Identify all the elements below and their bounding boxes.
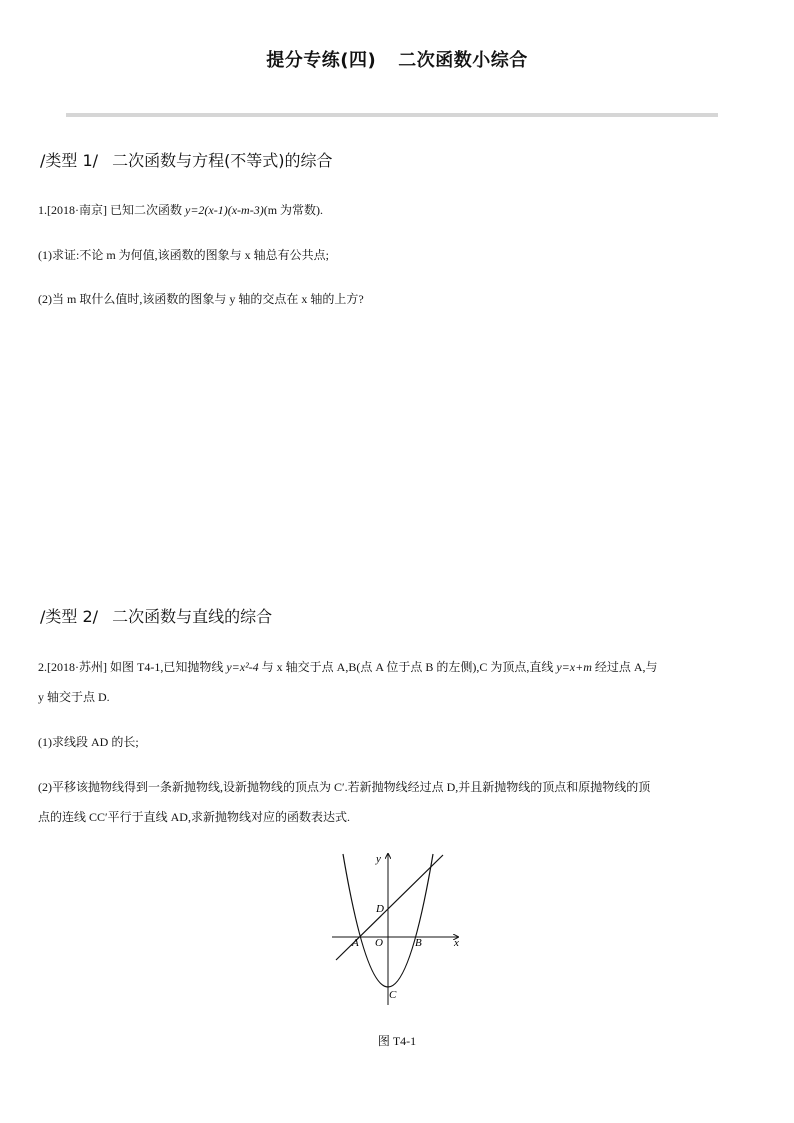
q1-stem-prefix: 1.[2018·南京] 已知二次函数 (38, 203, 185, 217)
q2-line-formula: y=x+m (556, 660, 592, 674)
section-1-label: /类型 1/ (40, 151, 99, 170)
label-d: D (376, 903, 384, 915)
q1-stem (38, 201, 323, 218)
q1-formula: y=2(x-1)(x-m-3) (185, 203, 264, 217)
figure-t4-1 (326, 850, 471, 1010)
label-x: x (454, 937, 459, 949)
section-2-title: 二次函数与直线的综合 (112, 607, 273, 626)
label-b: B (415, 937, 422, 949)
q2-stem-a: 2.[2018·苏州] 如图 T4-1,已知抛物线 (38, 660, 227, 674)
q2-part-2-line-1: (2)平移该抛物线得到一条新抛物线,设新抛物线的顶点为 C′.若新抛物线经过点 D,并且新抛物线的顶点和原抛物线的顶 (38, 780, 651, 794)
q2-stem-line-2: y 轴交于点 D. (38, 690, 110, 704)
title-divider (66, 113, 718, 117)
figure-caption: 图 T4-1 (377, 1034, 417, 1048)
label-o: O (375, 937, 383, 949)
q1-part-1: (1)求证:不论 m 为何值,该函数的图象与 x 轴总有公共点; (38, 248, 329, 262)
q1-part-2: (2)当 m 取什么值时,该函数的图象与 y 轴的交点在 x 轴的上方? (38, 292, 364, 306)
section-1-title: 二次函数与方程(不等式)的综合 (112, 151, 333, 170)
q1-stem-suffix: (m 为常数). (263, 203, 324, 217)
q2-stem-line-1 (38, 658, 658, 675)
page-title (0, 46, 794, 72)
q2-parabola-formula: y=x²-4 (226, 660, 259, 674)
section-2-heading (40, 604, 272, 627)
q2-part-2-line-2: 点的连线 CC′平行于直线 AD,求新抛物线对应的函数表达式. (38, 810, 350, 824)
q2-stem-c: 经过点 A,与 (591, 660, 658, 674)
title-main: 提分专练(四) (266, 50, 377, 71)
q2-stem-b: 与 x 轴交于点 A,B(点 A 位于点 B 的左侧),C 为顶点,直线 (258, 660, 557, 674)
label-a: A (352, 937, 359, 949)
section-2-label: /类型 2/ (40, 607, 99, 626)
q2-part-1: (1)求线段 AD 的长; (38, 735, 139, 749)
label-y: y (376, 853, 381, 865)
title-sub: 二次函数小综合 (398, 50, 528, 71)
section-1-heading (40, 148, 333, 171)
label-c: C (389, 989, 397, 1001)
